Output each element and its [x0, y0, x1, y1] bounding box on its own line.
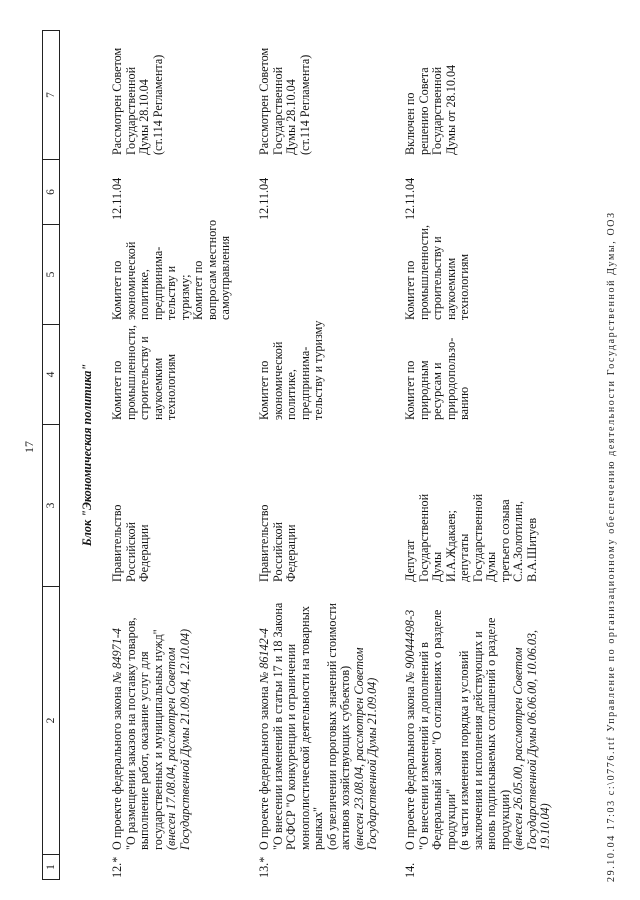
co-committee-line: самоуправления [218, 235, 232, 320]
note-line: Думы от 28.10.04 [443, 64, 458, 155]
initiator-line: Федерации [137, 524, 151, 582]
footer-file-info: 29.10.04 17:03 c:\0776.rtf Управление по организационному обеспечению деятельности Государственной Думы, ООЗ [606, 211, 617, 882]
row-number: 13.* [257, 856, 271, 878]
bill-number: № 84971-4 [110, 628, 124, 684]
lead-committee-line: тельству и туризму [311, 320, 325, 420]
date-cell: 12.11.04 [257, 177, 271, 220]
bill-title-line: государственных и муниципальных нужд" [150, 629, 165, 850]
bill-title-line: "О размещении заказов на поставку товаров, [123, 617, 138, 850]
bill-status [512, 587, 553, 850]
table-row [404, 0, 554, 900]
bill-title-line: Федеральный закон "О соглашениях о разделе [430, 609, 444, 850]
bill-title-line: "О внесении изменений в статьи 17 и 18 Закона [270, 602, 285, 850]
bill-title-line: продукции" [443, 788, 458, 850]
lead-committee-line: природопользо- [443, 337, 458, 420]
lead-committee-line: экономической [270, 341, 285, 420]
column-number: 7 [42, 30, 60, 160]
initiator-line: Российской [270, 521, 285, 582]
row-number: 12.* [110, 856, 124, 878]
column-number: 3 [42, 425, 60, 587]
initiator-line: С.А.Золотилин, [511, 500, 525, 582]
lead-committee-line: природным [416, 360, 431, 420]
row-number: 14. [403, 862, 417, 878]
note-line: (ст.114 Регламента) [297, 54, 312, 155]
column-number: 6 [42, 160, 60, 225]
note-line: Думы 28.10.04 [137, 79, 151, 155]
co-committee-line: вопросам местного [204, 219, 219, 320]
bill-cell [258, 587, 380, 855]
bill-title-line: продукции) [497, 789, 512, 850]
note-line: Включен по [403, 92, 417, 155]
bill-status-line: Государственной Думы 21.09.04) [365, 677, 379, 850]
note-line: Государственной [430, 66, 444, 155]
co-committee-line: Комитет по [110, 260, 124, 320]
bill-title-line: вновь подписываемых соглашений о разделе [484, 617, 498, 850]
page-number: 17 [22, 441, 36, 453]
table-row [258, 0, 408, 900]
bill-title-line: РСФСР "О конкуренции и ограничении [284, 643, 298, 850]
initiator-line: В.А.Шитуев [524, 517, 539, 582]
bill-status [353, 587, 380, 850]
bill-number: № 86142-4 [257, 628, 271, 684]
table-row [111, 0, 261, 900]
note-line: Государственной [270, 66, 285, 155]
co-committee-cell [404, 225, 472, 325]
bill-title-line: выполнение работ, оказание услуг для [137, 651, 151, 850]
bill-status-line: 19.10.04) [538, 803, 552, 850]
lead-committee-line: наукоемким [150, 357, 165, 420]
lead-committee-line: технологиям [164, 353, 178, 420]
initiator-line: третьего созыва [497, 499, 512, 582]
initiator-line: Российской [123, 521, 138, 582]
note-cell [111, 30, 165, 160]
bill-title-line: заключения и исполнения действующих и [470, 631, 485, 850]
bill-title-line: монополистической деятельности на товарных [297, 606, 312, 850]
co-committee-line: промышленности, [416, 224, 431, 320]
bill-number: № 90044498-3 [403, 609, 417, 684]
co-committee-line: строительству и [430, 236, 444, 320]
bill-status-line: (внесен 26.05.00, рассмотрен Советом [511, 647, 525, 850]
bill-title [418, 587, 513, 850]
bill-status-line: Государственной Думы 06.06.00, 10.06.03, [524, 629, 539, 850]
bill-heading [111, 587, 125, 850]
lead-committee-cell [111, 325, 179, 425]
co-committee-line: тельству и [164, 265, 178, 320]
lead-committee-line: предпринима- [297, 346, 312, 420]
note-line: решению Совета [416, 67, 431, 155]
initiator-line: Думы [430, 551, 444, 582]
initiator-line: И.А.Ждакаев; [443, 510, 458, 582]
initiator-line: Думы [484, 551, 498, 582]
bill-title [125, 587, 166, 850]
column-number: 2 [42, 587, 60, 855]
bill-heading [258, 587, 272, 850]
initiator-line: Правительство [257, 504, 271, 582]
co-committee-line: Комитет по [191, 260, 205, 320]
lead-committee-cell [404, 325, 472, 425]
initiator-line: Федерации [284, 524, 298, 582]
lead-committee-line: Комитет по [403, 360, 417, 420]
co-committee-line: политике, [137, 269, 151, 320]
co-committee-line: предпринима- [150, 246, 165, 320]
note-line: (ст.114 Регламента) [150, 54, 165, 155]
column-number-header [42, 0, 60, 900]
bill-prefix: О проекте федерального закона [110, 686, 124, 850]
initiator-line: Правительство [110, 504, 124, 582]
column-number: 4 [42, 325, 60, 425]
initiator-cell [111, 425, 152, 587]
date-cell: 12.11.04 [110, 177, 124, 220]
bill-prefix: О проекте федерального закона [403, 686, 417, 850]
lead-committee-line: Комитет по [110, 360, 124, 420]
bill-prefix: О проекте федерального закона [257, 686, 271, 850]
co-committee-line: экономической [123, 241, 138, 320]
bill-status-line: (внесен 23.08.04, рассмотрен Советом [351, 647, 366, 850]
initiator-line: Государственной [416, 493, 431, 582]
column-number: 1 [42, 855, 60, 880]
note-line: Рассмотрен Советом [110, 47, 124, 155]
note-line: Думы 28.10.04 [284, 79, 298, 155]
bill-title-line: (об увеличении пороговых значений стоимости [324, 603, 339, 850]
lead-committee-cell [257, 320, 326, 425]
bill-cell [111, 587, 192, 855]
bill-title-line: "О внесении изменений и дополнений в [416, 642, 431, 850]
bill-heading [404, 587, 418, 850]
co-committee-line: туризму; [177, 274, 192, 320]
block-title: Блок "Экономическая политика" [80, 363, 94, 547]
bill-title [272, 587, 353, 850]
initiator-line: депутаты [457, 533, 471, 582]
lead-committee-line: Комитет по [257, 360, 271, 420]
initiator-cell [258, 425, 299, 587]
date-cell: 12.11.04 [403, 177, 417, 220]
lead-committee-line: строительству и [137, 336, 151, 420]
note-line: Рассмотрен Советом [257, 47, 271, 155]
co-committee-line: наукоемким [443, 257, 458, 320]
column-number: 5 [42, 225, 60, 325]
bill-status-line: (внесен 17.08.04, рассмотрен Советом [164, 647, 178, 850]
bill-title-line: рынках" [311, 806, 325, 850]
initiator-line: Депутат [403, 539, 417, 582]
initiator-cell [404, 425, 539, 587]
bill-status [165, 587, 192, 850]
note-cell [404, 30, 458, 160]
lead-committee-line: политике, [284, 369, 298, 420]
co-committee-cell [110, 219, 233, 325]
bill-status-line: Государственной Думы 21.09.04, 12.10.04) [177, 628, 192, 850]
lead-committee-line: ванию [457, 386, 471, 420]
lead-committee-line: промышленности, [123, 324, 138, 420]
initiator-line: Государственной [470, 493, 485, 582]
note-line: Государственной [123, 66, 138, 155]
lead-committee-line: ресурсам и [430, 362, 444, 420]
bill-title-line: (в части изменения порядка и условий [457, 650, 471, 850]
bill-title-line: активов хозяйствующих субъектов) [338, 665, 352, 850]
co-committee-line: Комитет по [403, 260, 417, 320]
bill-cell [404, 587, 553, 855]
note-cell [258, 30, 312, 160]
co-committee-line: технологиям [457, 253, 471, 320]
